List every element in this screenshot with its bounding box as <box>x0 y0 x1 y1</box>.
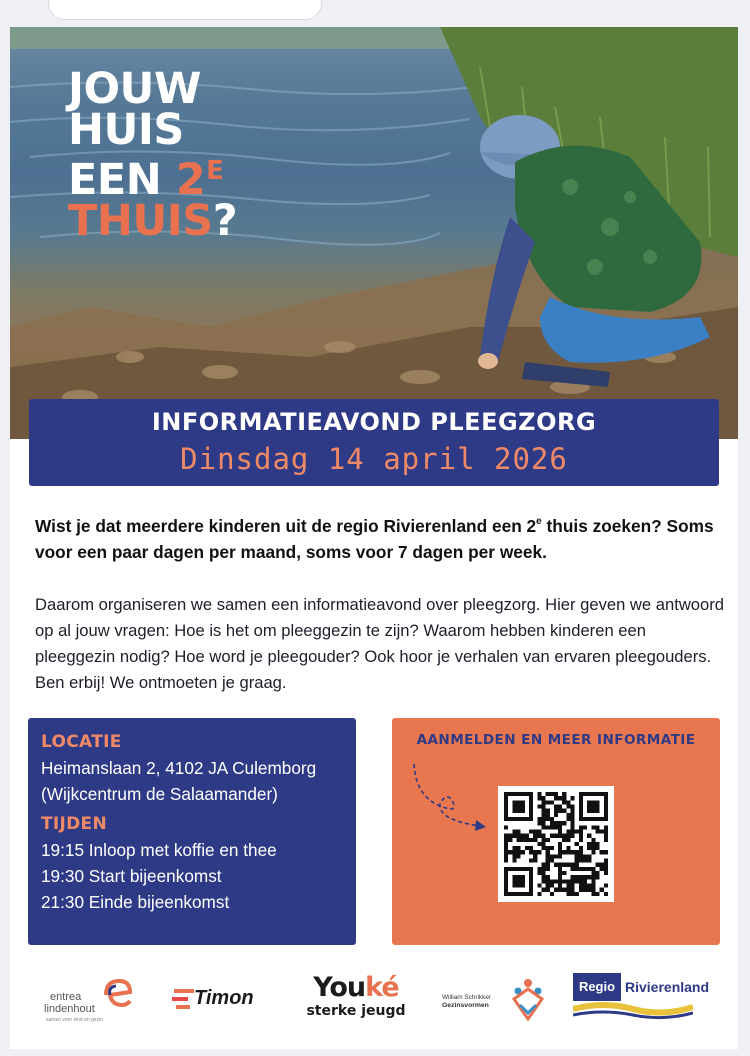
regio-name: Rivierenland <box>625 979 710 995</box>
time-item: 19:30 Start bijeenkomst <box>41 866 222 886</box>
youke-tagline: sterke jeugd <box>306 1003 406 1019</box>
youke-name: Youké <box>313 972 399 1003</box>
event-date: Dinsdag 14 april 2026 <box>180 442 568 476</box>
ws-line2: Gezinsvormen <box>442 1002 489 1009</box>
entrea-line2: lindenhout <box>44 1003 95 1015</box>
event-banner <box>29 399 719 486</box>
ws-people-icon <box>510 977 546 1023</box>
address-bar[interactable] <box>48 0 322 20</box>
william-schrikker-logo <box>438 975 548 1025</box>
dashed-arrow-icon <box>406 760 506 840</box>
headline-line-1: JOUW <box>68 64 201 114</box>
time-item: 19:15 Inloop met koffie en thee <box>41 840 277 860</box>
headline-line-2: HUIS <box>68 105 184 155</box>
headline-line-3: EEN $2^E$ <box>68 155 224 205</box>
qr-code-icon[interactable] <box>498 786 614 902</box>
flyer <box>10 27 738 1049</box>
hero-photo <box>10 27 738 439</box>
regio-river-icon <box>573 999 693 1021</box>
timon-mark-icon <box>172 985 196 1019</box>
regio-rivierenland-logo <box>573 973 718 1023</box>
location-venue: (Wijkcentrum de Salaamander) <box>41 784 278 804</box>
regio-badge: Regio <box>573 973 621 1001</box>
browser-top-bar <box>0 0 750 26</box>
event-title: INFORMATIEAVOND PLEEGZORG <box>151 408 597 436</box>
lead-paragraph: Wist je dat meerdere kinderen uit de regio Rivierenland een 2e thuis zoeken? Soms voor een paar dagen per maand, soms voor 7 dagen per week. <box>35 516 714 562</box>
body-paragraph: Daarom organiseren we samen een informatieavond over pleegzorg. Hier geven we antwoord op al jouw vragen: Hoe is het om pleeggezin te zijn? Waarom hebben kinderen een pleeggezin nodig? Hoe word je pleegouder? Ook hoor je verhalen van ervaren pleegouders. Ben erbij! We ontmoeten je graag. <box>35 595 725 692</box>
time-item: 21:30 Einde bijeenkomst <box>41 892 230 912</box>
headline <box>68 64 238 246</box>
entrea-tagline: samen voor kind en gezin <box>46 1017 103 1023</box>
headline-line-4: THUIS? <box>68 196 238 246</box>
qr-code-graphic <box>504 792 608 896</box>
youke-logo <box>296 973 416 1029</box>
entrea-lindenhout-logo <box>40 975 140 1025</box>
register-box <box>392 718 720 945</box>
timon-logo <box>170 975 270 1025</box>
entrea-e-icon <box>100 977 134 1011</box>
timon-name: Timon <box>194 987 254 1009</box>
entrea-line1: entrea <box>50 991 82 1003</box>
location-times-box <box>28 718 356 945</box>
location-address: Heimanslaan 2, 4102 JA Culemborg <box>41 758 317 778</box>
register-title: AANMELDEN EN MEER INFORMATIE <box>416 732 696 748</box>
ws-line1: William Schrikker <box>442 994 491 1001</box>
location-label: LOCATIE <box>41 732 122 752</box>
times-label: TIJDEN <box>41 814 107 834</box>
partner-logos <box>10 967 738 1037</box>
